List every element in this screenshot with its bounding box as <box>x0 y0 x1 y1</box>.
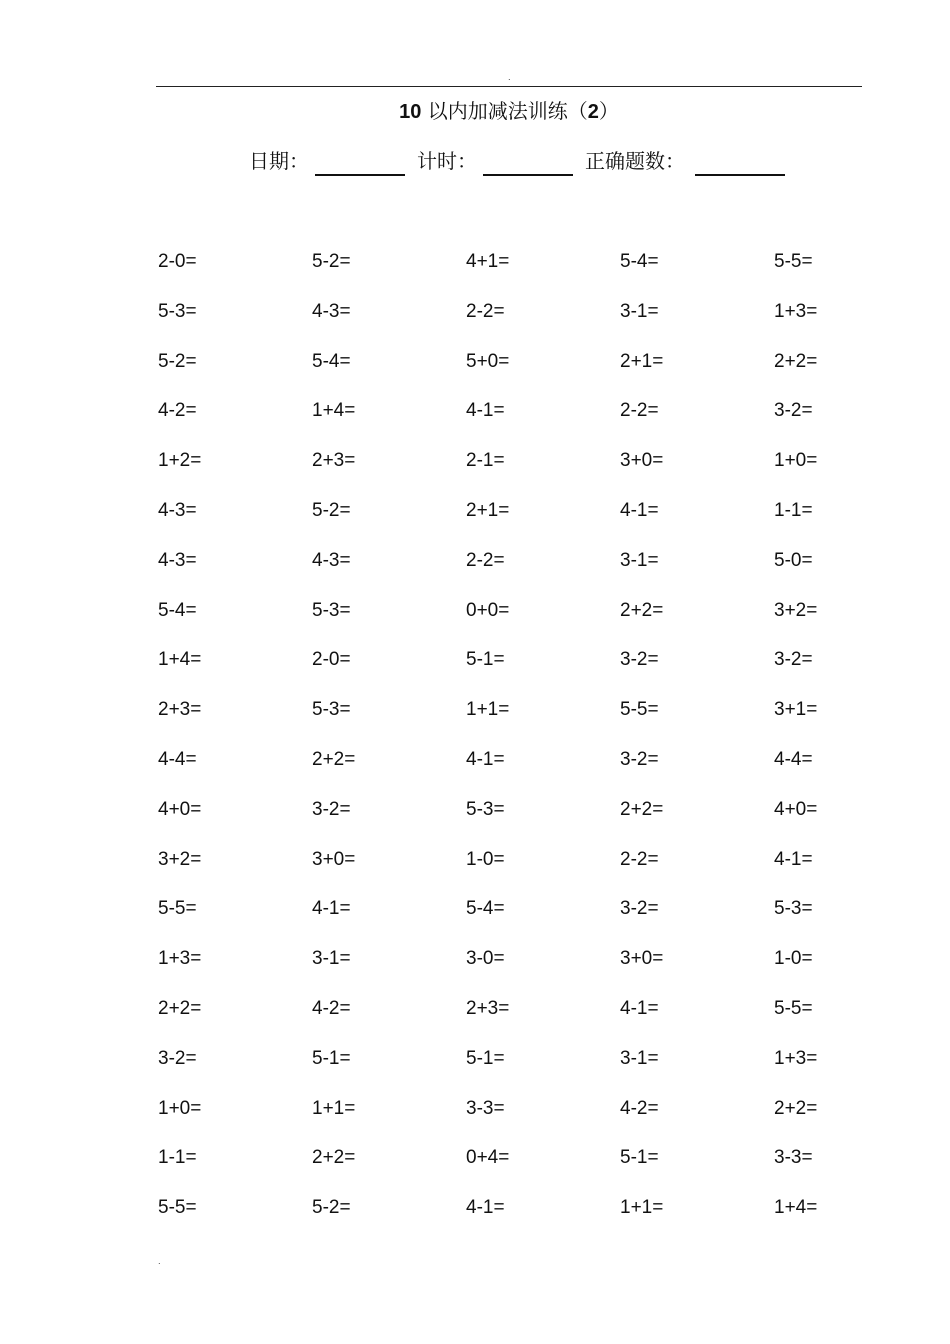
problem-item: 0+4= <box>466 1147 510 1168</box>
problem-item: 3-2= <box>620 749 659 770</box>
problem-item: 0+0= <box>466 600 510 621</box>
problem-item: 1+4= <box>312 400 356 421</box>
problem-item: 2-2= <box>466 301 505 322</box>
problem-item: 2-2= <box>620 400 659 421</box>
problem-item: 2-2= <box>620 849 659 870</box>
problem-item: 4-4= <box>158 749 197 770</box>
problem-item: 5-0= <box>774 550 813 571</box>
problem-item: 2+2= <box>620 799 664 820</box>
problem-item: 1+3= <box>774 301 818 322</box>
problem-item: 4+0= <box>774 799 818 820</box>
problem-item: 5-3= <box>312 699 351 720</box>
problem-item: 2+1= <box>466 500 510 521</box>
problem-item: 5-5= <box>158 1197 197 1218</box>
problem-item: 3-2= <box>312 799 351 820</box>
problem-item: 5-4= <box>158 600 197 621</box>
problem-item: 2+2= <box>312 749 356 770</box>
problem-item: 1+3= <box>158 948 202 969</box>
problem-item: 4-1= <box>466 749 505 770</box>
problem-item: 5-4= <box>466 898 505 919</box>
problem-item: 4-1= <box>620 998 659 1019</box>
problem-item: 3-1= <box>620 301 659 322</box>
problem-item: 4-3= <box>312 550 351 571</box>
problem-item: 4-2= <box>312 998 351 1019</box>
problem-item: 5-1= <box>466 1048 505 1069</box>
problem-item: 2+1= <box>620 351 664 372</box>
problem-item: 4-4= <box>774 749 813 770</box>
title-index: 2 <box>587 101 599 123</box>
problem-item: 3-2= <box>158 1048 197 1069</box>
problem-item: 5-5= <box>774 998 813 1019</box>
problem-item: 2-0= <box>158 251 197 272</box>
problem-item: 3-2= <box>774 400 813 421</box>
problem-item: 2-2= <box>466 550 505 571</box>
problem-item: 4-2= <box>158 400 197 421</box>
problem-item: 4-1= <box>774 849 813 870</box>
time-label: 计时： <box>417 149 477 173</box>
problem-item: 5-5= <box>158 898 197 919</box>
problem-item: 3-2= <box>774 649 813 670</box>
problem-item: 4-1= <box>466 1197 505 1218</box>
problem-item: 3+0= <box>312 849 356 870</box>
problem-item: 5+0= <box>466 351 510 372</box>
problem-item: 3-1= <box>620 1048 659 1069</box>
problem-item: 4-3= <box>158 550 197 571</box>
problem-item: 2+2= <box>158 998 202 1019</box>
problem-item: 5-4= <box>312 351 351 372</box>
problem-item: 5-4= <box>620 251 659 272</box>
problem-item: 5-3= <box>466 799 505 820</box>
problem-item: 2+2= <box>774 1098 818 1119</box>
problem-item: 1+4= <box>158 649 202 670</box>
problem-item: 5-5= <box>774 251 813 272</box>
title-close: ） <box>598 99 619 123</box>
problem-item: 3+2= <box>158 849 202 870</box>
problem-item: 5-5= <box>620 699 659 720</box>
problem-item: 2+3= <box>312 450 356 471</box>
problem-item: 2+2= <box>312 1147 356 1168</box>
problem-item: 2+3= <box>466 998 510 1019</box>
problem-item: 3-1= <box>620 550 659 571</box>
problem-item: 5-2= <box>312 1197 351 1218</box>
problem-item: 1-0= <box>466 849 505 870</box>
header-dot: . <box>508 73 511 82</box>
problem-item: 1+0= <box>774 450 818 471</box>
problem-item: 3-2= <box>620 898 659 919</box>
correct-count-label: 正确题数： <box>585 149 685 173</box>
date-label: 日期： <box>249 149 309 173</box>
problem-item: 4-1= <box>312 898 351 919</box>
problem-item: 4-1= <box>620 500 659 521</box>
problem-item: 5-3= <box>312 600 351 621</box>
footer-dot: . <box>158 1257 161 1266</box>
problem-item: 5-2= <box>158 351 197 372</box>
date-blank[interactable] <box>315 174 405 176</box>
worksheet-title <box>156 98 862 125</box>
problem-item: 4-2= <box>620 1098 659 1119</box>
problem-item: 2+2= <box>774 351 818 372</box>
problem-item: 1+1= <box>466 699 510 720</box>
problem-item: 2+3= <box>158 699 202 720</box>
problem-item: 5-2= <box>312 500 351 521</box>
problem-item: 5-1= <box>466 649 505 670</box>
title-number: 10 <box>399 101 422 123</box>
problem-item: 5-3= <box>774 898 813 919</box>
problem-item: 1+0= <box>158 1098 202 1119</box>
problem-item: 3+1= <box>774 699 818 720</box>
problem-item: 1+1= <box>620 1197 664 1218</box>
problem-item: 5-2= <box>312 251 351 272</box>
problem-item: 3-0= <box>466 948 505 969</box>
problem-item: 4-3= <box>312 301 351 322</box>
problem-item: 1+2= <box>158 450 202 471</box>
problem-item: 3+0= <box>620 450 664 471</box>
problem-item: 4+1= <box>466 251 510 272</box>
problem-item: 4-1= <box>466 400 505 421</box>
problem-item: 2+2= <box>620 600 664 621</box>
problem-item: 3-2= <box>620 649 659 670</box>
problem-item: 2-0= <box>312 649 351 670</box>
correct-count-blank[interactable] <box>695 174 785 176</box>
problem-item: 5-1= <box>312 1048 351 1069</box>
problem-item: 2-1= <box>466 450 505 471</box>
problem-item: 3-3= <box>774 1147 813 1168</box>
problem-item: 3+2= <box>774 600 818 621</box>
problem-item: 4+0= <box>158 799 202 820</box>
problem-item: 1-1= <box>774 500 813 521</box>
problem-item: 5-3= <box>158 301 197 322</box>
problem-item: 4-3= <box>158 500 197 521</box>
problem-item: 1-1= <box>158 1147 197 1168</box>
header-rule <box>156 86 862 87</box>
problem-item: 3-3= <box>466 1098 505 1119</box>
problem-item: 3-1= <box>312 948 351 969</box>
problem-item: 1+3= <box>774 1048 818 1069</box>
title-text: 以内加减法训练（ <box>427 99 588 123</box>
problem-item: 1+4= <box>774 1197 818 1218</box>
problem-item: 1-0= <box>774 948 813 969</box>
problem-item: 5-1= <box>620 1147 659 1168</box>
problem-item: 1+1= <box>312 1098 356 1119</box>
problem-item: 3+0= <box>620 948 664 969</box>
time-blank[interactable] <box>483 174 573 176</box>
